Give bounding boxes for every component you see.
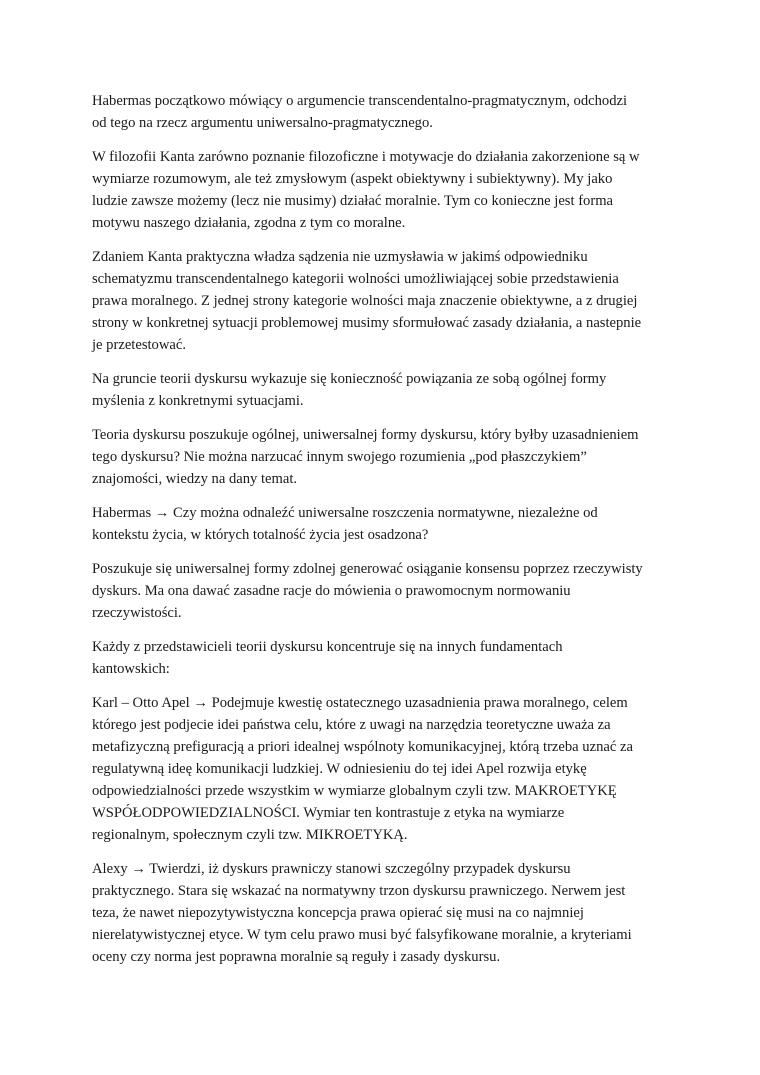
document-body [92, 90, 682, 980]
paragraph-representatives: Każdy z przedstawicieli teorii dyskursu koncentruje się na innych fundamentach kantowskich: [92, 639, 563, 677]
paragraph-habermas-question: Habermas → Czy można odnaleźć uniwersalne roszczenia normatywne, niezależne od kontekstu życia, w których totalność życia jest osadzona? [92, 505, 598, 543]
paragraph-discourse-theory: Na gruncie teorii dyskursu wykazuje się konieczność powiązania ze sobą ogólnej formy myślenia z konkretnymi sytuacjami. [92, 371, 607, 409]
paragraph-universal-form: Poszukuje się uniwersalnej formy zdolnej generować osiąganie konsensu poprzez rzeczywisty dyskurs. Ma ona dawać zasadne racje do mówienia o prawomocnym normowaniu rzeczywistości. [92, 561, 643, 621]
paragraph-habermas-intro: Habermas początkowo mówiący o argumencie transcendentalno-pragmatycznym, odchodzi od tego na rzecz argumentu uniwersalno-pragmatycznego. [92, 93, 628, 131]
paragraph-kant-philosophy: W filozofii Kanta zarówno poznanie filozoficzne i motywacje do działania zakorzenione są w wymiarze rozumowym, ale też zmysłowym (aspekt obiektywny i subiektywny). My jako ludzie zawsze możemy (lecz nie musimy) działać moralnie. Tym co konieczne jest forma motywu naszego działania, zgodna z tym co moralne. [92, 149, 640, 231]
paragraph-discourse-form: Teoria dyskursu poszukuje ogólnej, uniwersalnej formy dyskursu, który byłby uzasadnieniem tego dyskursu? Nie można narzucać innym swojego rozumienia „pod płaszczykiem” znajomości, wiedzy na dany temat. [92, 427, 639, 487]
paragraph-apel: Karl – Otto Apel → Podejmuje kwestię ostatecznego uzasadnienia prawa moralnego, celem którego jest podjecie idei państwa celu, które z uwagi na narzędzia teoretyczne uważa za metafizyczną prefiguracją a priori idealnej wspólnoty komunikacyjnej, którą trzeba uznać za regulatywną ideę komunikacji ludzkiej. W odniesieniu do tej idei Apel rozwija etykę odpowiedzialności przede wszystkim w wymiarze globalnym czyli tzw. MAKROETYKĘ WSPÓŁODPOWIEDZIALNOŚCI. Wymiar ten kontrastuje z etyka na wymiarze regionalnym, społecznym czyli tzw. MIKROETYKĄ. [92, 695, 633, 843]
paragraph-kant-judgment: Zdaniem Kanta praktyczna władza sądzenia nie uzmysławia w jakimś odpowiedniku schematyzmu transcendentalnego kategorii wolności umożliwiającej sobie przedstawienia prawa moralnego. Z jednej strony kategorie wolności maja znaczenie obiektywne, a z drugiej strony w konkretnej sytuacji problemowej musimy sformułować zasady działania, a nastepnie je przetestować. [92, 249, 642, 353]
paragraph-alexy: Alexy → Twierdzi, iż dyskurs prawniczy stanowi szczególny przypadek dyskursu praktycznego. Stara się wskazać na normatywny trzon dyskursu prawniczego. Nerwem jest teza, że nawet niepozytywistyczna koncepcja prawa opierać się musi na co najmniej nierelatywistycznej etyce. W tym celu prawo musi być falsyfikowane moralnie, a kryteriami oceny czy norma jest poprawna moralnie są reguły i zasady dyskursu. [92, 861, 632, 965]
